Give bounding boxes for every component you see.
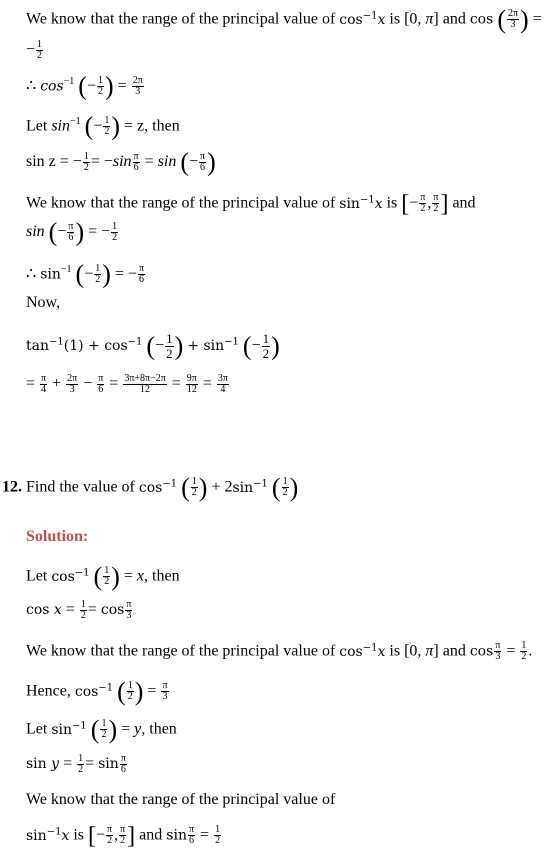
line-result: = $\frac{\pi}{4}$ + $\frac{2\pi}{3}$ − $\frac{\pi}{6}$ = $\frac{3\pi+8\pi-2\pi}{12}$ = $\frac{9\pi}{12}$ = $\frac{3\pi}{4}$ [26,373,228,395]
line-range-sin: We know that the range of the principal value of $\sin^{-1}x$ is [− $\frac{\pi}{2}$ , $\frac{\pi}{2}$ ] and [26,190,476,217]
line-sin-z: sin z = − $\frac{1}{2}$ = −sin $\frac{\pi}{6}$ = sin (− $\frac{\pi}{6}$ ) [26,147,216,177]
line-therefore-cos: ∴ $\cos^{-1}$ (− $\frac{1}{2}$ ) = $\frac{2\pi}{3}$ [26,71,143,101]
line-now: Now, [26,294,61,311]
line-let-sin: Let $\sin^{-1}$ (− $\frac{1}{2}$ ) = z, then [26,111,180,141]
question-12: 12. Find the value of $\cos^{-1}$ ( $\frac{1}{2}$ ) + $2\sin^{-1}$ ( $\frac{1}{2}$ ) [2,472,299,502]
line-range-cos-2: We know that the range of the principal value of $\cos^{-1}x$ is [0, π] and cos $\frac{\pi}{3}$ = $\frac{1}{2}$ . [26,640,533,663]
line-therefore-sin: ∴ $\sin^{-1}$ (− $\frac{1}{2}$ ) = − $\frac{\pi}{6}$ [26,259,144,289]
line-range-cos: We know that the range of the principal value of $\cos^{-1}x$ is [0, π] and cos ( $\frac{2\pi}{3}$ ) = [26,4,542,34]
solution-label: Solution: [26,528,89,545]
line-range-sin-2: We know that the range of the principal value of [26,791,336,808]
line-cos-x: cos x = $\frac{1}{2}$ = cos $\frac{\pi}{3}$ [26,599,132,621]
line-sin-neg-pi6: sin (− $\frac{\pi}{6}$ ) = − $\frac{1}{2}$ [26,217,118,247]
line-neg-half: − $\frac{1}{2}$ [26,39,43,61]
line-let-cos-x: Let $\cos^{-1}$ ( $\frac{1}{2}$ ) = x, then [26,561,180,591]
line-sin-range-final: $\sin^{-1}x$ is [− $\frac{\pi}{2}$ , $\frac{\pi}{2}$ ] and sin $\frac{\pi}{6}$ = $\frac{1}{2}$ [26,822,221,849]
line-let-sin-y: Let $\sin^{-1}$ ( $\frac{1}{2}$ ) = y, then [26,714,177,744]
line-hence: Hence, $\cos^{-1}$ ( $\frac{1}{2}$ ) = $\frac{\pi}{3}$ [26,676,168,706]
line-expression: $\tan^{-1}(1) + \cos^{-1}$ (− $\frac{1}{2}$ ) + $\sin^{-1}$ (− $\frac{1}{2}$ ) [26,331,280,361]
line-sin-y: sin y = $\frac{1}{2}$ = sin $\frac{\pi}{6}$ [26,753,126,775]
